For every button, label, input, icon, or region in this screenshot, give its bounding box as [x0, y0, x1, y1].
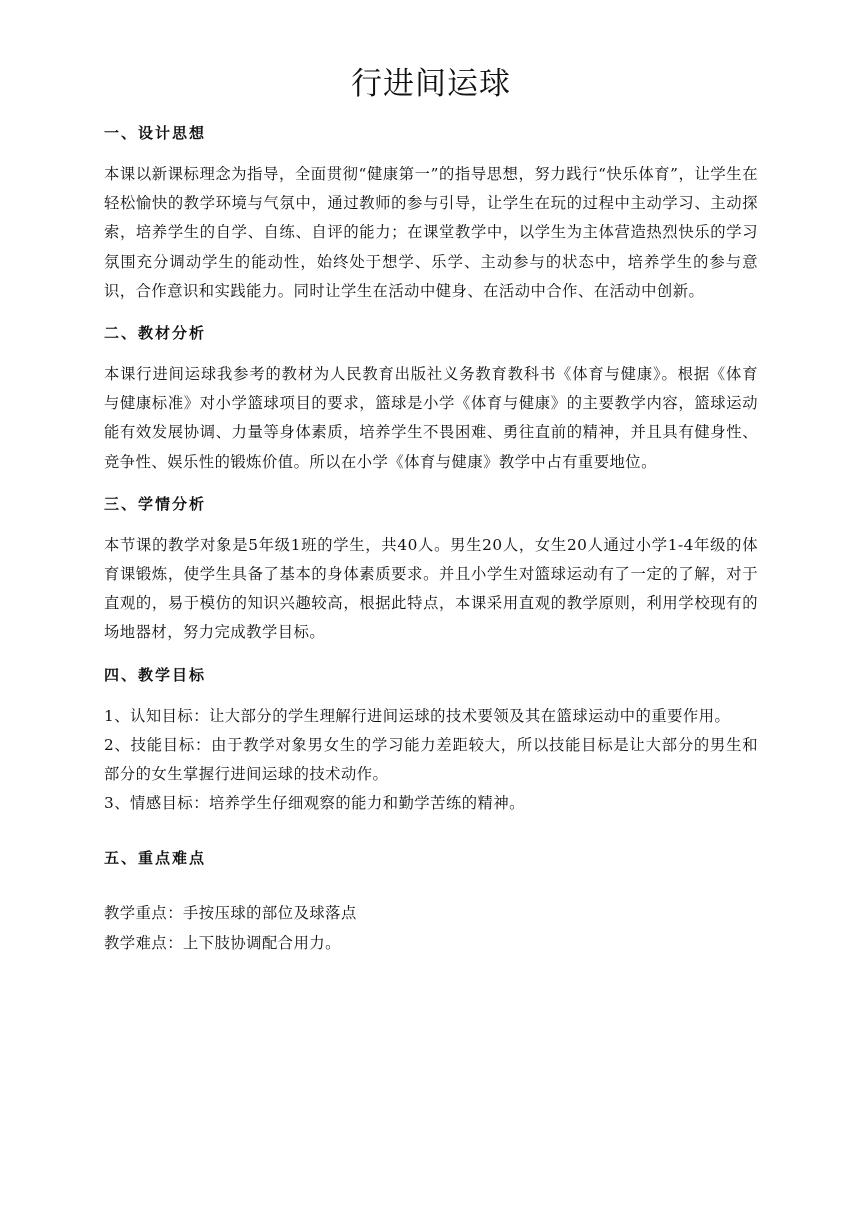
- key-point-difficulty: 教学难点：上下肢协调配合用力。: [104, 933, 341, 952]
- section-heading-material-analysis: 二、教材分析: [104, 324, 207, 343]
- objective-skill: 2、技能目标：由于教学对象男女生的学习能力差距较大，所以技能目标是让大部分的男生和部分的女生掌握行进间运球的技术动作。: [104, 735, 758, 784]
- objective-emotional: 3、情感目标：培养学生仔细观察的能力和勤学苦练的精神。: [104, 794, 525, 813]
- document-title: 行进间运球: [351, 66, 511, 102]
- objectives-list: [104, 702, 758, 819]
- key-point-focus: 教学重点：手按压球的部位及球落点: [104, 904, 357, 923]
- key-points-list: [104, 899, 758, 957]
- section-heading-teaching-objectives: 四、教学目标: [104, 665, 207, 684]
- paragraph-student-analysis: 本节课的教学对象是5年级1班的学生，共40人。男生20人，女生20人通过小学1-4年级的体育课锻炼，使学生具备了基本的身体素质要求。并且小学生对篮球运动有了一定的了解，对于直观的，易于模仿的知识兴趣较高，根据此特点，本课采用直观的教学原则，利用学校现有的场地器材，努力完成教学目标。: [104, 535, 758, 642]
- paragraph-material-analysis: 本课行进间运球我参考的教材为人民教育出版社义务教育教科书《体育与健康》。根据《体育与健康标准》对小学篮球项目的要求，篮球是小学《体育与健康》的主要教学内容，篮球运动能有效发展协调、力量等身体素质，培养学生不畏困难、勇往直前的精神，并且具有健身性、竞争性、娱乐性的锻炼价值。所以在小学《体育与健康》教学中占有重要地位。: [104, 365, 758, 471]
- section-heading-key-points: 五、重点难点: [104, 849, 207, 868]
- paragraph-design-idea: 本课以新课标理念为指导，全面贯彻“健康第一”的指导思想，努力践行“快乐体育”，让学生在轻松愉快的教学环境与气氛中，通过教师的参与引导，让学生在玩的过程中主动学习、主动探索，培养学生的自学、自练、自评的能力；在课堂教学中，以学生为主体营造热烈快乐的学习氛围充分调动学生的能动性，始终处于想学、乐学、主动参与的状态中，培养学生的参与意识，合作意识和实践能力。同时让学生在活动中健身、在活动中合作、在活动中创新。: [104, 165, 758, 300]
- objective-cognitive: 1、认知目标：让大部分的学生理解行进间运球的技术要领及其在篮球运动中的重要作用。: [104, 706, 731, 725]
- section-heading-design-idea: 一、设计思想: [104, 124, 207, 142]
- document-page: [104, 62, 758, 958]
- section-heading-student-analysis: 三、学情分析: [104, 494, 207, 513]
